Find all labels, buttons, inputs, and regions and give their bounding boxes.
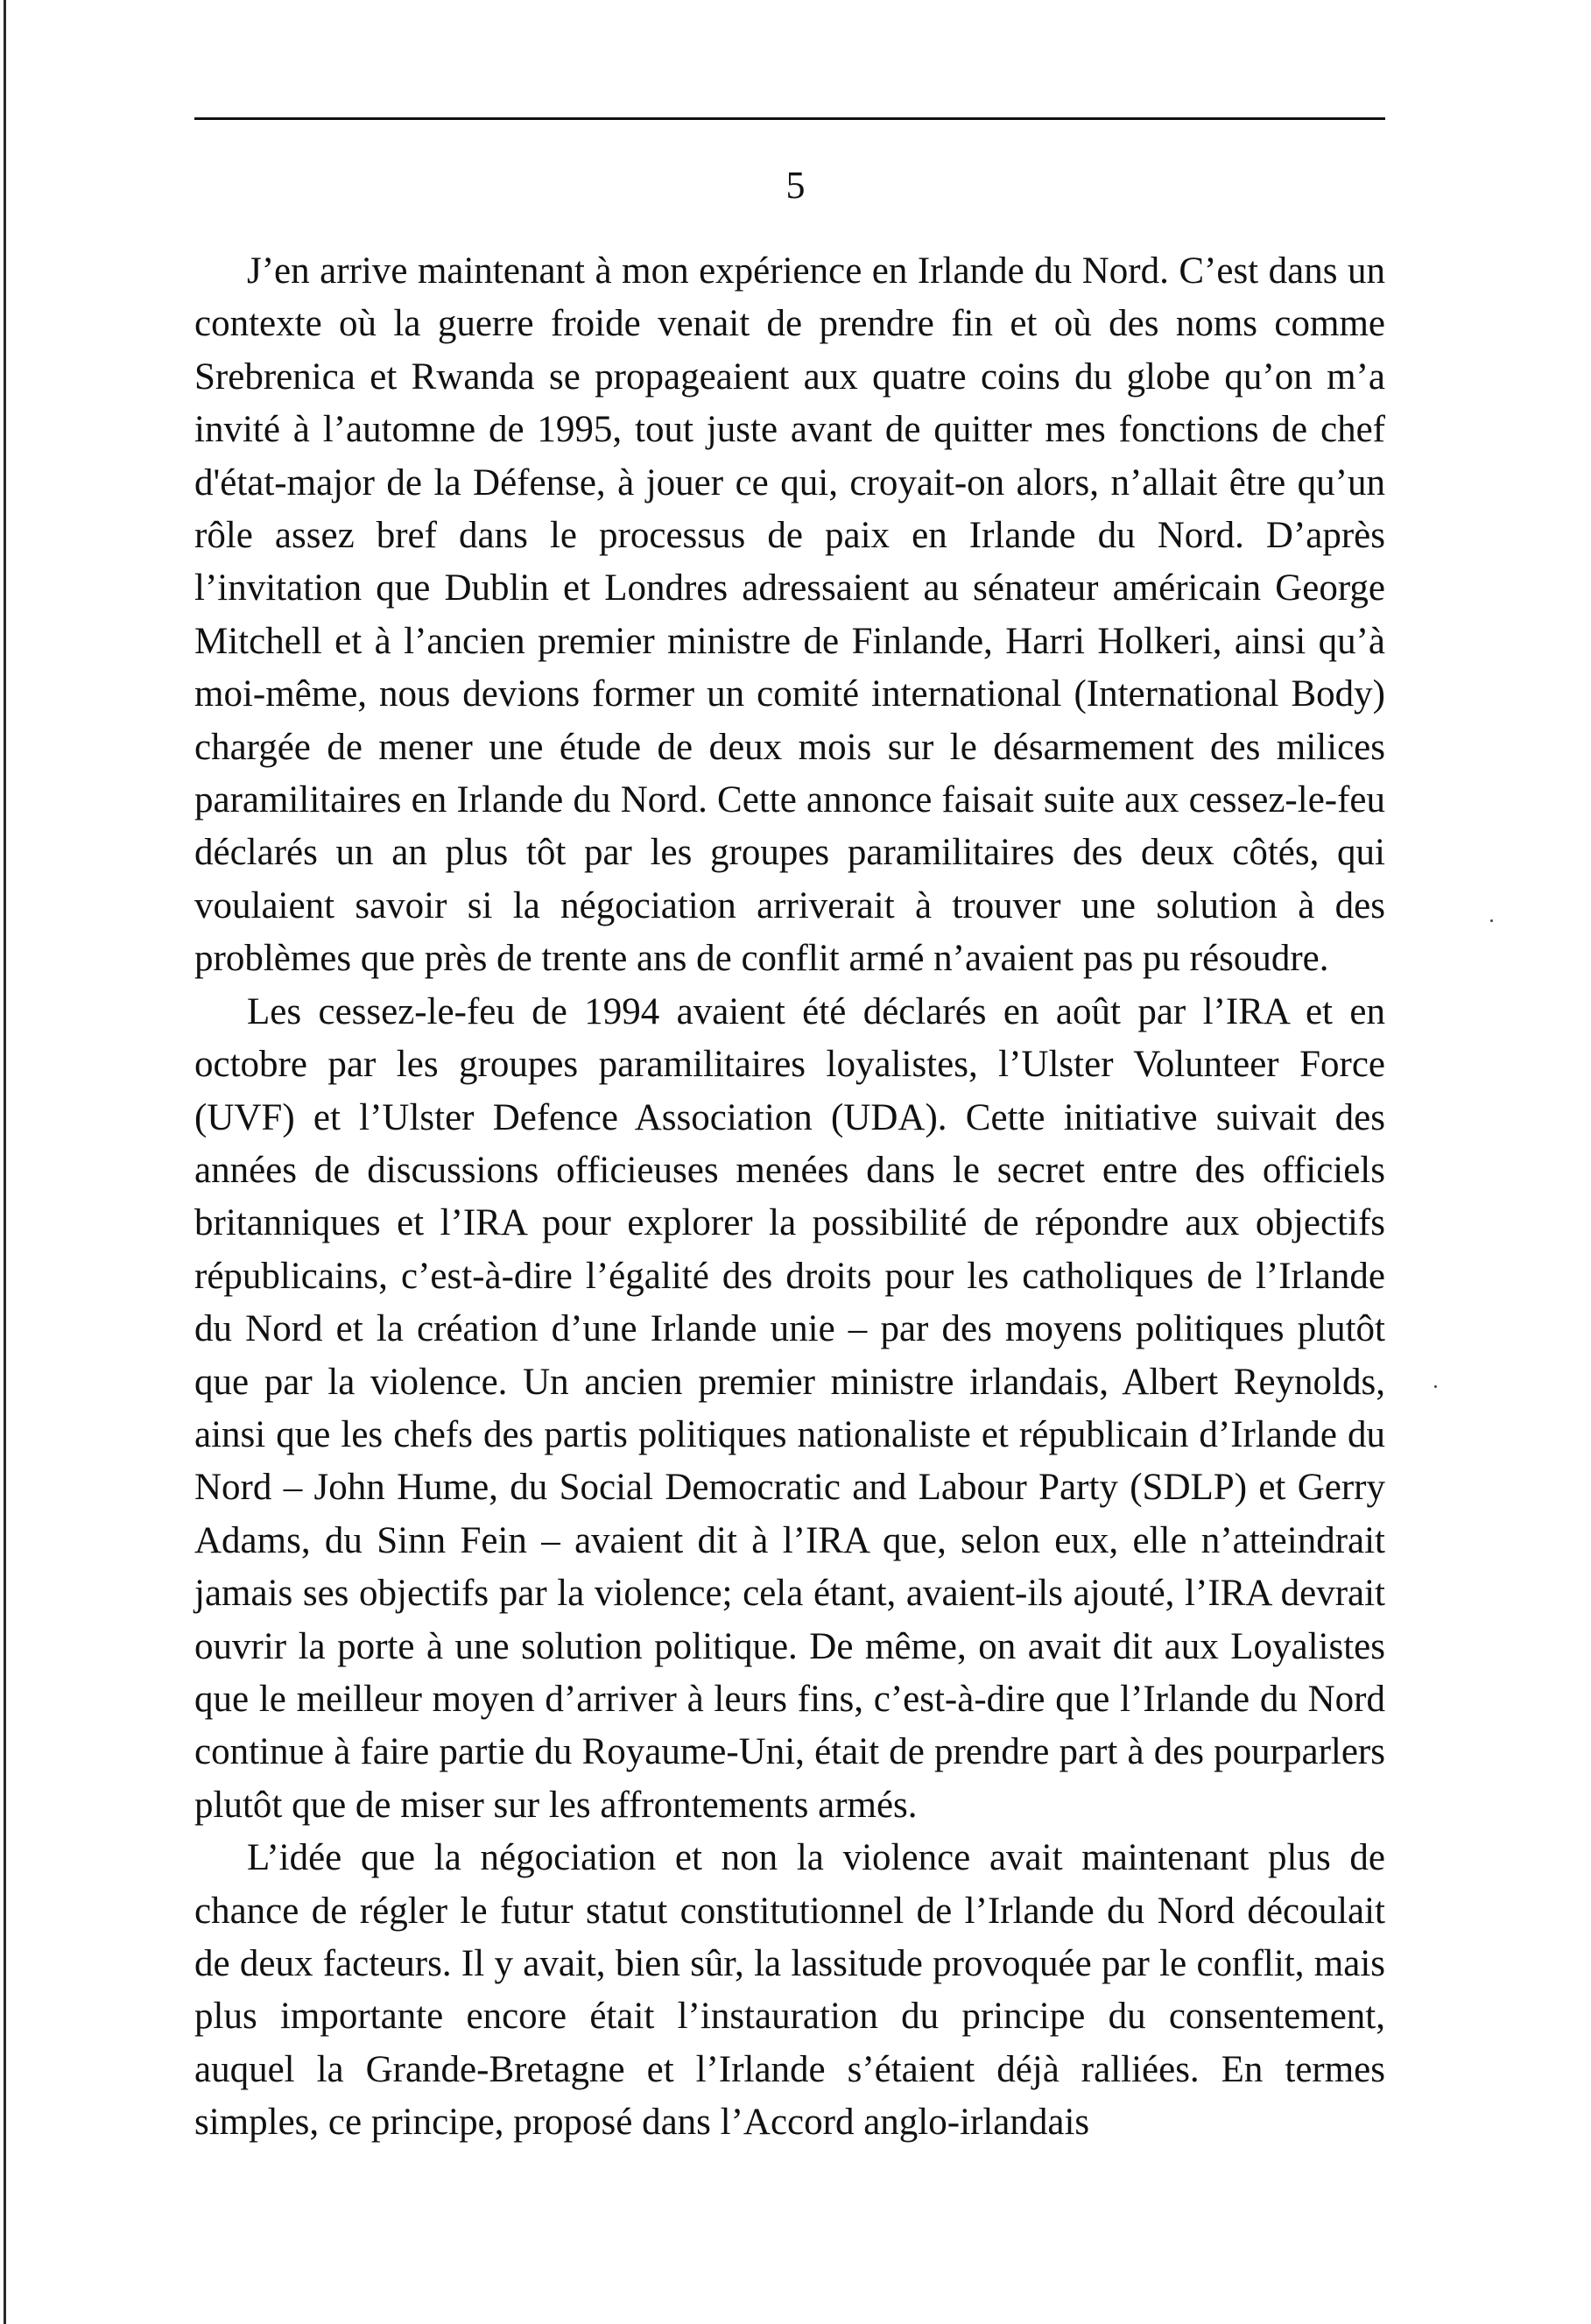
body-text xyxy=(194,245,1385,2150)
scan-speck xyxy=(1434,1385,1437,1388)
paragraph-2: Les cessez-le-feu de 1994 avaient été déclarés en août par l’IRA et en octobre par les groupes paramilitaires loyalistes, l’Ulster Volunteer Force (UVF) et l’Ulster Defence Association (UDA). Cette initiative suivait des années de discussions officieuses menées dans le secret entre des officiels britanniques et l’IRA pour explorer la possibilité de répondre aux objectifs républicains, c’est-à-dire l’égalité des droits pour les catholiques de l’Irlande du Nord et la création d’une Irlande unie – par des moyens politiques plutôt que par la violence. Un ancien premier ministre irlandais, Albert Reynolds, ainsi que les chefs des partis politiques nationaliste et républicain d’Irlande du Nord – John Hume, du Social Democratic and Labour Party (SDLP) et Gerry Adams, du Sinn Fein – avaient dit à l’IRA que, selon eux, elle n’atteindrait jamais ses objectifs par la violence; cela étant, avaient-ils ajouté, l’IRA devrait ouvrir la porte à une solution politique. De même, on avait dit aux Loyalistes que le meilleur moyen d’arriver à leurs fins, c’est-à-dire que l’Irlande du Nord continue à faire partie du Royaume-Uni, était de prendre part à des pourparlers plutôt que de miser sur les affrontements armés. xyxy=(194,990,1385,1826)
header-rule xyxy=(194,117,1385,120)
page-number: 5 xyxy=(785,164,806,207)
scan-speck xyxy=(1490,919,1493,922)
page-edge-line xyxy=(4,0,6,2324)
paragraph-3: L’idée que la négociation et non la violence avait maintenant plus de chance de régler le futur statut constitutionnel de l’Irlande du Nord découlait de deux facteurs. Il y avait, bien sûr, la lassitude provoquée par le conflit, mais plus importante encore était l’instauration du principe du consentement, auquel la Grande-Bretagne et l’Irlande s’étaient déjà ralliées. En termes simples, ce principe, proposé dans l’Accord anglo-irlandais xyxy=(194,1837,1385,2144)
paragraph-1: J’en arrive maintenant à mon expérience en Irlande du Nord. C’est dans un contexte où la guerre froide venait de prendre fin et où des noms comme Srebrenica et Rwanda se propageaient aux quatre coins du globe qu’on m’a invité à l’automne de 1995, tout juste avant de quitter mes fonctions de chef d'état-major de la Défense, à jouer ce qui, croyait-on alors, n’allait être qu’un rôle assez bref dans le processus de paix en Irlande du Nord. D’après l’invitation que Dublin et Londres adressaient au sénateur américain George Mitchell et à l’ancien premier ministre de Finlande, Harri Holkeri, ainsi qu’à moi-même, nous devions former un comité international (International Body) chargée de mener une étude de deux mois sur le désarmement des milices paramilitaires en Irlande du Nord. Cette annonce faisait suite aux cessez-le-feu déclarés un an plus tôt par les groupes paramilitaires des deux côtés, qui voulaient savoir si la négociation arriverait à trouver une solution à des problèmes que près de trente ans de conflit armé n’avaient pas pu résoudre. xyxy=(194,250,1385,980)
